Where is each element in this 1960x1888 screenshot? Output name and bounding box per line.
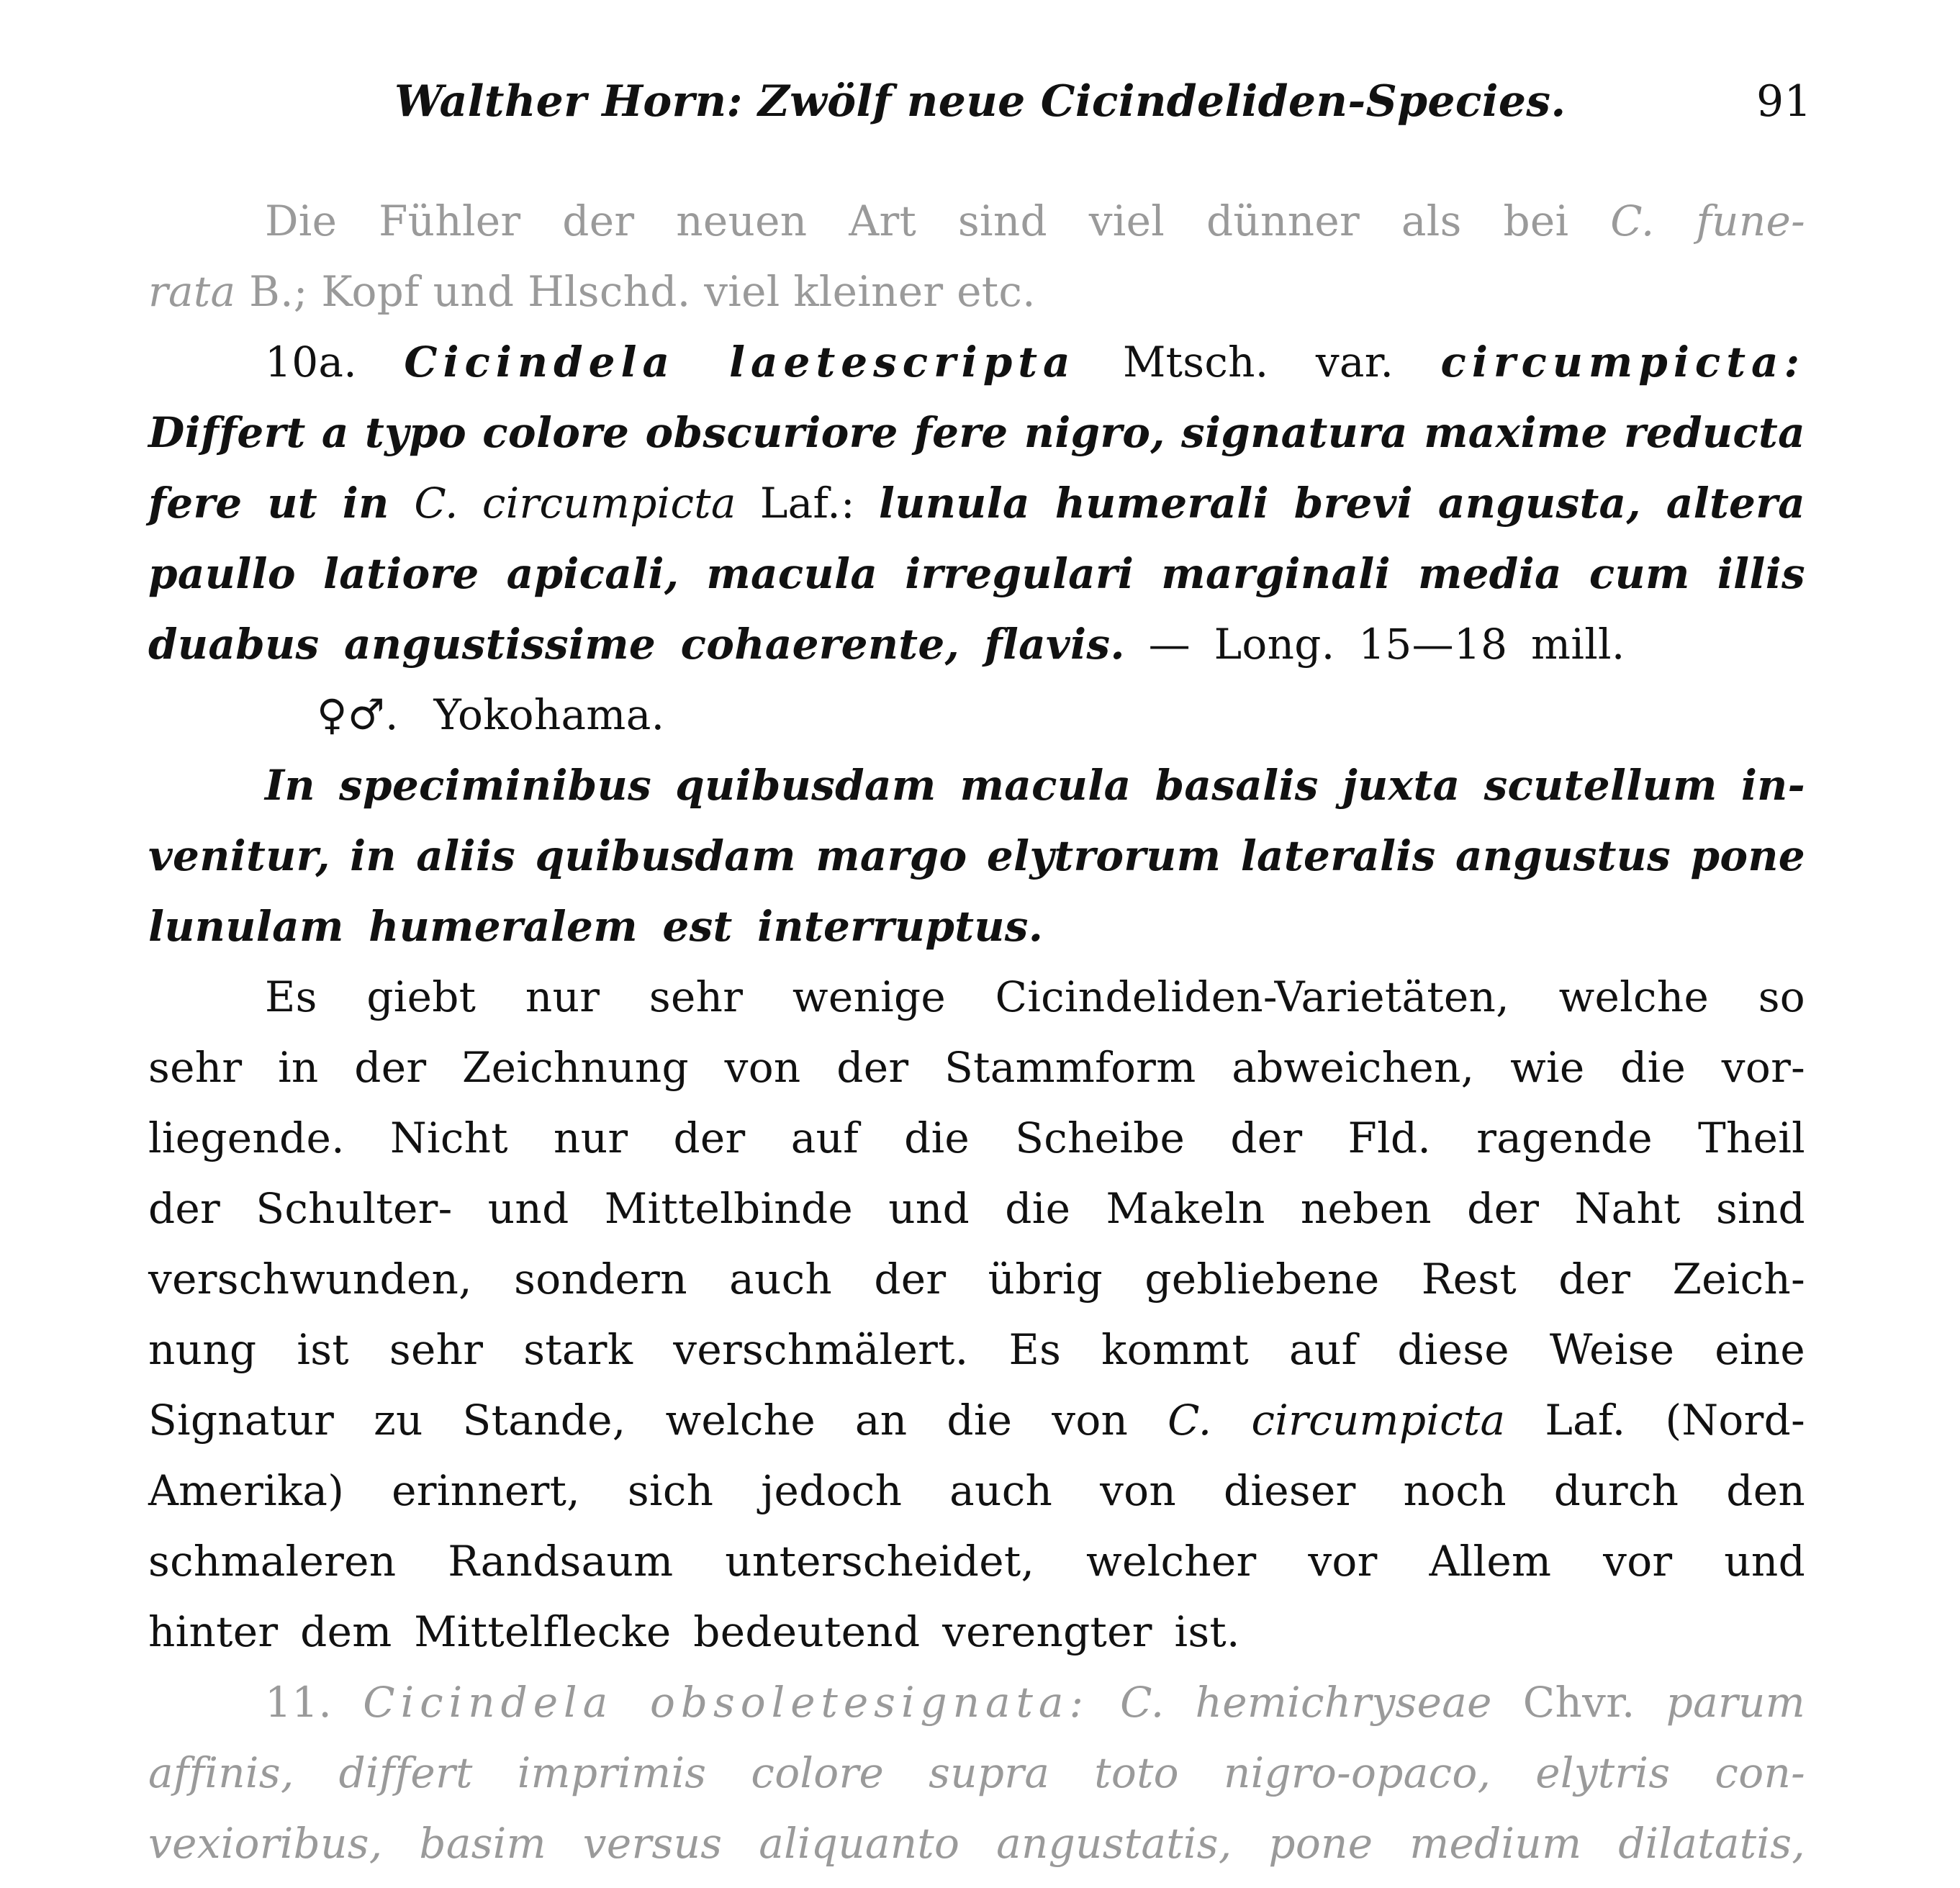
diagnosis-text: parum [1666, 1678, 1805, 1727]
body-line-10: hinter dem Mittelflecke bedeutend verengter ist. [148, 1607, 1240, 1656]
author: Laf.: [736, 479, 879, 528]
diagnosis-text: fere ut in [148, 479, 415, 528]
page-number: 91 [1756, 76, 1812, 127]
species-ref: C. circumpicta [1168, 1396, 1506, 1445]
species-ref: C. circumpicta [414, 479, 736, 528]
entry10a-line-3 [148, 468, 1805, 538]
diagnosis-text: lunula humerali brevi angusta, altera [878, 479, 1805, 528]
note-line-3: lunulam humeralem est interruptus. [148, 902, 1044, 951]
body-text: Signatur zu Stande, welche an die von [148, 1396, 1168, 1445]
note-line-1: In speciminibus quibusdam macula basalis juxta scutellum in- [265, 761, 1805, 810]
entry10a-line-4: paullo latiore apicali, macula irregulari marginali media cum illis [148, 549, 1805, 598]
entry11-line-1 [265, 1667, 1805, 1738]
variety-name: circumpicta: [1440, 338, 1805, 387]
note-line-2: venitur, in aliis quibusdam margo elytrorum lateralis angustus pone [148, 831, 1805, 880]
diagnosis-text: duabus angustissime cohaerente, flavis. [148, 620, 1125, 669]
author: Chvr. [1491, 1678, 1666, 1727]
entry10a-line-5 [148, 609, 1625, 679]
body-line-3: liegende. Nicht nur der auf die Scheibe der Fld. ragende Theil [148, 1114, 1805, 1162]
measurements: — Long. 15—18 mill. [1124, 620, 1625, 669]
species-ref: C. hemichryseae [1089, 1678, 1492, 1727]
entry-number: 11. [265, 1678, 363, 1727]
entry10a-line-1 [265, 327, 1805, 397]
species-name: Cicindela laetescripta [404, 338, 1076, 387]
entry11-line-3: vexioribus, basim versus aliquanto angustatis, pone medium dilatatis, [148, 1819, 1805, 1868]
entry-number: 10a. [265, 338, 405, 387]
species-name: Cicindela obsoletesignata: [363, 1678, 1089, 1727]
body-line-2: sehr in der Zeichnung von der Stammform abweichen, wie die vor- [148, 1043, 1805, 1092]
para1-line-1 [265, 186, 1805, 256]
body-line-1: Es giebt nur sehr wenige Cicindeliden-Varietäten, welche so [265, 972, 1805, 1021]
author: Mtsch. var. [1075, 338, 1441, 387]
entry10a-line-2: Differt a typo colore obscuriore fere nigro, signatura maxime reducta [148, 408, 1805, 457]
body-line-8: Amerika) erinnert, sich jedoch auch von dieser noch durch den [148, 1466, 1805, 1515]
body-text: Laf. (Nord- [1505, 1396, 1805, 1445]
species-ref: C. fune- [1610, 197, 1805, 245]
entry10a-locality: ♀♂. Yokohama. [317, 690, 665, 739]
para1-text: B.; Kopf und Hlschd. viel kleiner etc. [235, 267, 1036, 316]
body-line-4: der Schulter- und Mittelbinde und die Makeln neben der Naht sind [148, 1184, 1805, 1233]
body-line-5: verschwunden, sondern auch der übrig gebliebene Rest der Zeich- [148, 1255, 1805, 1304]
entry11-line-2: affinis, differt imprimis colore supra toto nigro-opaco, elytris con- [148, 1748, 1805, 1797]
running-title: Walther Horn: Zwölf neue Cicindeliden-Species. [394, 76, 1566, 127]
body-line-6: nung ist sehr stark verschmälert. Es kommt auf diese Weise eine [148, 1325, 1805, 1374]
para1-line-2 [148, 256, 1036, 327]
species-ref: rata [148, 267, 236, 316]
body-line-9: schmaleren Randsaum unterscheidet, welcher vor Allem vor und [148, 1537, 1805, 1586]
body-line-7 [148, 1385, 1805, 1455]
para1-text: Die Fühler der neuen Art sind viel dünner als bei [265, 197, 1611, 245]
